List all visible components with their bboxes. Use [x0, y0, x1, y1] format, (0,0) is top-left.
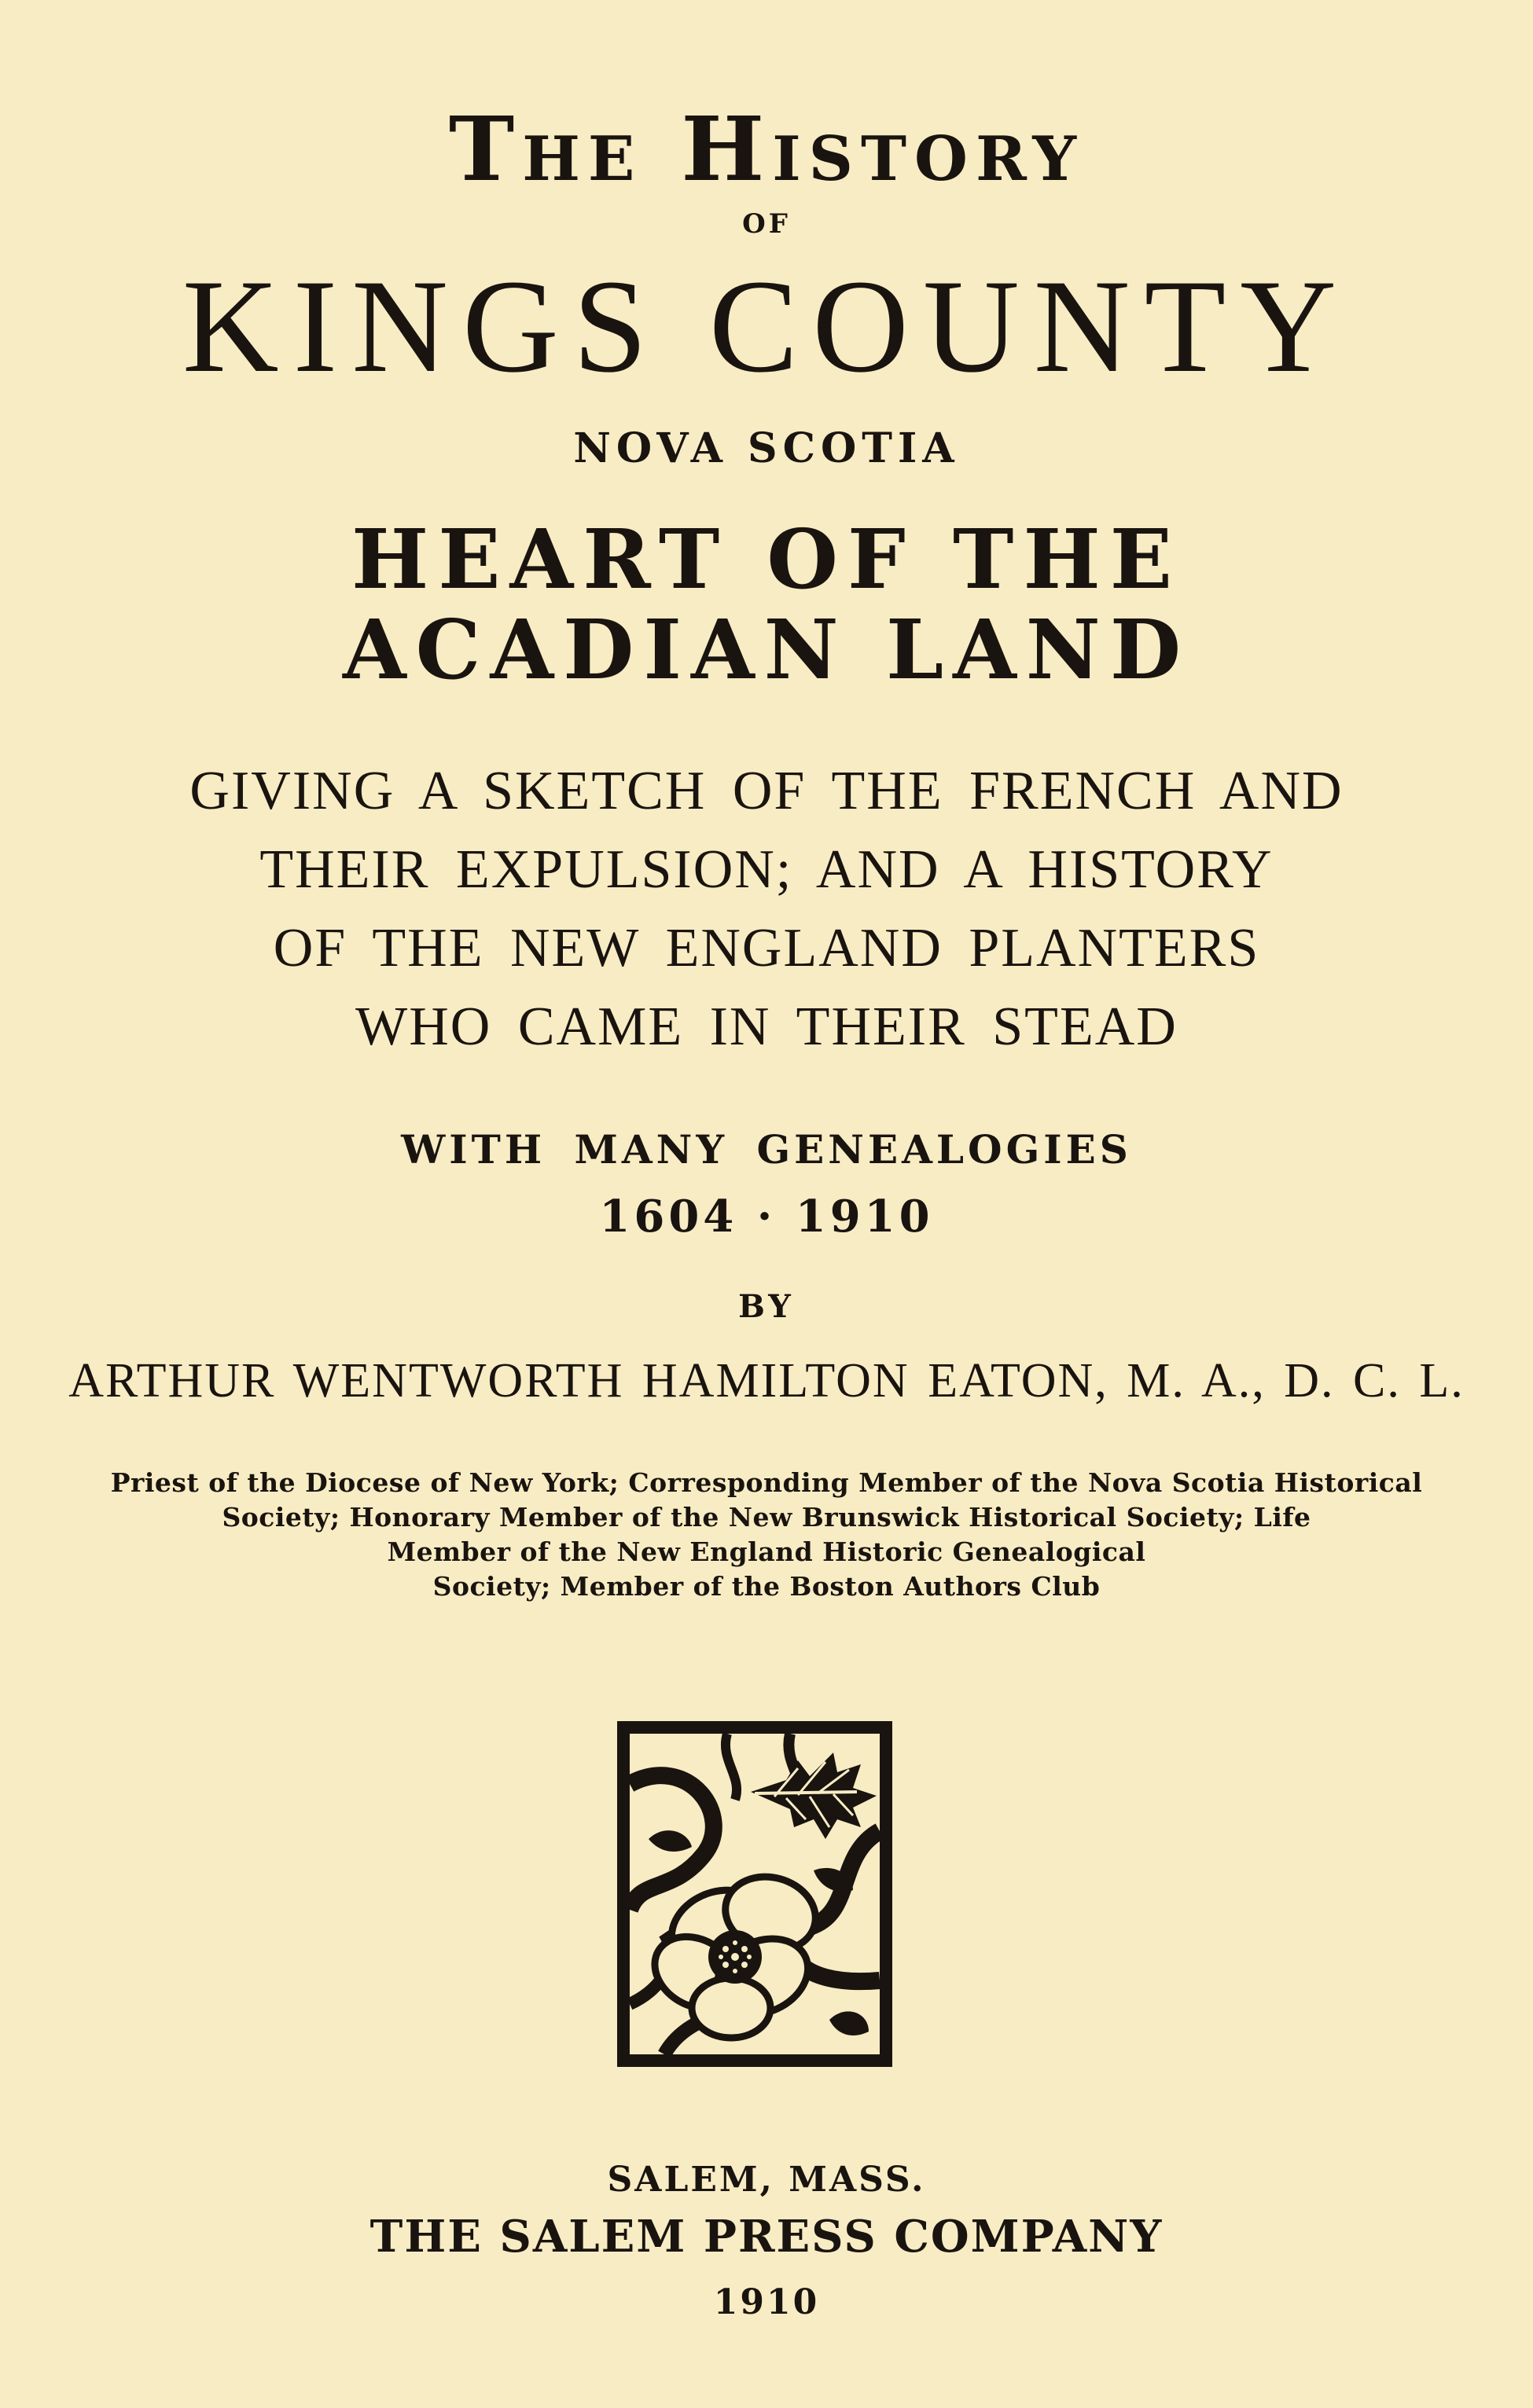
by-label: BY: [738, 1288, 795, 1325]
imprint-year: 1910: [713, 2282, 820, 2322]
imprint-publisher: THE SALEM PRESS COMPANY: [369, 2211, 1164, 2263]
title-of: OF: [742, 208, 791, 240]
imprint-place: SALEM, MASS.: [607, 2160, 926, 2200]
subtitle-line: THEIR EXPULSION; AND A HISTORY: [259, 839, 1274, 900]
credentials-line: Priest of the Diocese of New York; Corresponding Member of the Nova Scotia Historical: [110, 1467, 1423, 1498]
title-kings-county: KINGS COUNTY: [182, 252, 1351, 400]
credentials-line: Society; Honorary Member of the New Brunswick Historical Society; Life: [222, 1502, 1311, 1533]
credentials-line: Member of the New England Historic Genealogical: [387, 1536, 1146, 1567]
subtitle-line: WHO CAME IN THEIR STEAD: [355, 997, 1178, 1057]
subtitle-line: GIVING A SKETCH OF THE FRENCH AND: [189, 761, 1344, 821]
title-heart-line-2: ACADIAN LAND: [342, 601, 1191, 698]
author-name: ARTHUR WENTWORTH HAMILTON EATON, M. A., D. C. L.: [68, 1354, 1465, 1408]
title-heart-line-1: HEART OF THE: [351, 511, 1182, 608]
title-nova-scotia: NOVA SCOTIA: [573, 424, 960, 472]
genealogies-note: WITH MANY GENEALOGIES: [401, 1126, 1132, 1173]
flower-thistle-ornament-icon: [617, 1721, 892, 2067]
year-range: 1604 · 1910: [599, 1191, 934, 1243]
credentials-line: Society; Member of the Boston Authors Club: [432, 1571, 1101, 1602]
subtitle-line: OF THE NEW ENGLAND PLANTERS: [273, 918, 1260, 978]
title-line-history: The History: [448, 98, 1085, 201]
